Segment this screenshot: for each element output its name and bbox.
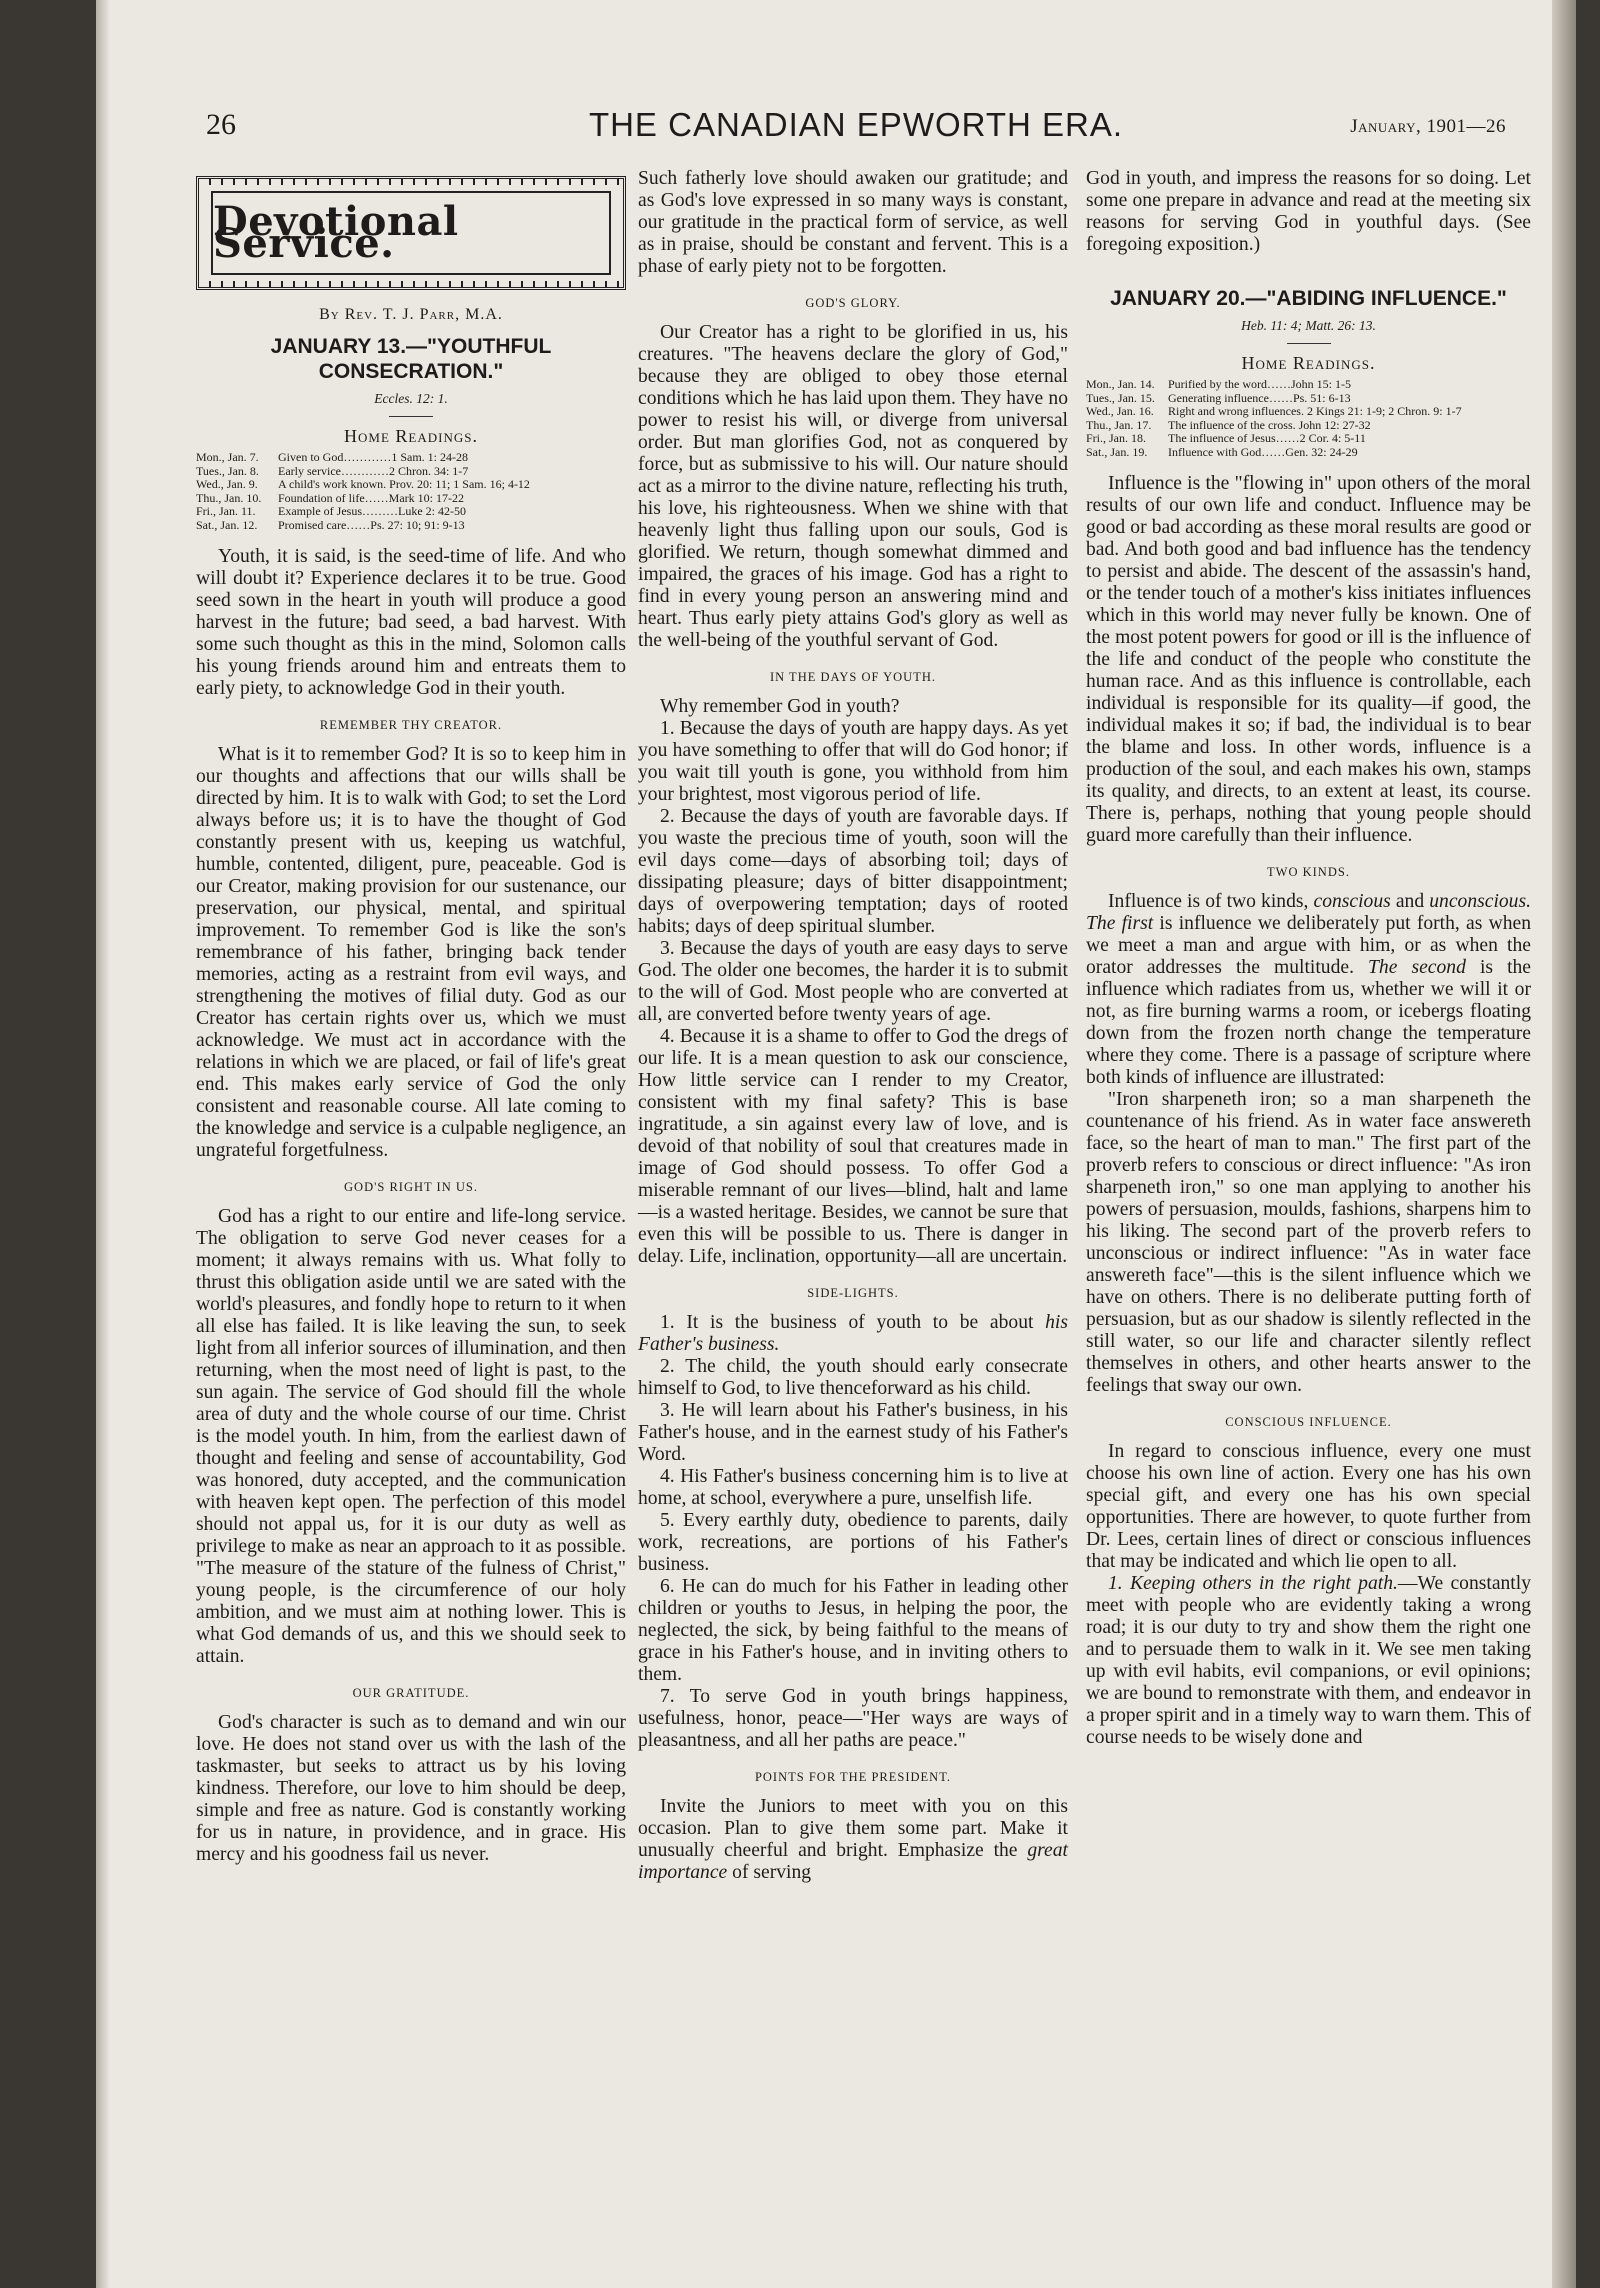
reading-day: Tues., Jan. 8. — [196, 463, 259, 478]
numbered-paragraph: 7. To serve God in youth brings happiness, usefulness, honor, peace—"Her ways are ways of pleasantness, and all her paths are peace." — [638, 1686, 1068, 1751]
numbered-paragraph: 4. His Father's business concerning him is to live at home, at school, everywhere a pure, unselfish life. — [638, 1466, 1068, 1509]
numbered-paragraph: 5. Every earthly duty, obedience to parents, daily work, recreations, are portions of his Father's business. — [638, 1510, 1068, 1575]
page-edge-shadow — [96, 0, 110, 2288]
paragraph: God in youth, and impress the reasons for so doing. Let some one prepare in advance and read at the meeting six reasons for serving God in youthful days. (See foregoing exposition.) — [1086, 168, 1531, 255]
paragraph: Our Creator has a right to be glorified in us, his creatures. "The heavens declare the glory of God," because they are obliged to obey those eternal conditions which he has laid upon them. They have no power to resist his will, or diverge from universal order. But man glorifies God, not as conquered by force, but as submissive to his will. Our nature should act as a mirror to the divine nature, reflecting his truth, his love, his righteousness. When we shine with that heavenly light thus falling upon our souls, God is glorified. We return, though somewhat dimmed and impaired, the graces of his image. God has a right to find in every young person an answering mind and heart. Thus early piety attains God's glory as well as the well-being of the youthful servant of God. — [638, 322, 1068, 651]
divider — [1287, 343, 1331, 344]
paragraph: In regard to conscious influence, every one must choose his own line of action. Every one has his own special gift, and every one has his own special opportunities. There are however, to quote further from Dr. Lees, certain lines of direct or conscious influences that may be indicated and which lie open to all. — [1086, 1441, 1531, 1572]
binding-shadow — [1552, 0, 1576, 2288]
column-2 — [638, 168, 1068, 1884]
subheading: SIDE-LIGHTS. — [807, 1286, 899, 1300]
paragraph: Youth, it is said, is the seed-time of life. And who will doubt it? Experience declares it to be true. Good seed sown in the heart in youth will produce a good harvest in the future; bad seed, a bad harvest. With some such thought as this in the mind, Solomon calls his young friends around him and entreats them to early piety, to acknowledge God in their youth. — [196, 546, 626, 699]
points-text: Invite the Juniors to meet with you on this occasion. Plan to give them some part. Make it unusually cheerful and bright. Emphasize the — [638, 1796, 1068, 1861]
reading-row — [1086, 419, 1531, 433]
scripture-ref: Heb. 11: 4; Matt. 26: 13. — [1241, 318, 1376, 333]
column-3 — [1086, 168, 1531, 1749]
home-readings-table — [196, 451, 626, 532]
banner-frame — [211, 191, 611, 275]
reading-text: Purified by the word……John 15: 1-5 — [1168, 377, 1351, 391]
text-run: —We constantly meet with people who are evidently taking a wrong road; it is our duty to try and show them the right one and to persuade them to walk in it. We see men taking up with evil habits, evil companions, or evil opinions; we are bound to remonstrate with them, and endeavor in a proper spirit and in a timely way to warn them. This of course needs to be wisely done and — [1086, 1573, 1531, 1748]
numbered-paragraph: 6. He can do much for his Father in leading other children or youths to Jesus, in helping the poor, the neglected, the sick, by being faithful to the means of grace in his Father's house, and in inviting others to them. — [638, 1576, 1068, 1685]
paragraph: Why remember God in youth? — [660, 696, 900, 717]
reading-row — [196, 492, 626, 506]
divider — [389, 416, 433, 417]
subheading: GOD'S GLORY. — [805, 296, 901, 310]
reading-text: Generating influence……Ps. 51: 6-13 — [1168, 390, 1351, 405]
home-readings-table — [1086, 378, 1531, 459]
reading-text: Right and wrong influences. 2 Kings 21: 1-9; 2 Chron. 9: 1-7 — [1168, 404, 1462, 418]
page — [96, 0, 1576, 2288]
reading-row — [196, 465, 626, 479]
page-number: 26 — [206, 108, 236, 141]
readings-title: Home Readings. — [1241, 353, 1376, 373]
readings-title: Home Readings. — [344, 426, 478, 446]
reading-row — [196, 505, 626, 519]
scripture-ref: Eccles. 12: 1. — [374, 391, 448, 406]
reading-text: The influence of the cross. John 12: 27-32 — [1168, 417, 1371, 432]
reading-row — [196, 451, 626, 465]
reading-text: The influence of Jesus……2 Cor. 4: 5-11 — [1168, 431, 1366, 445]
byline: By Rev. T. J. Parr, M.A. — [319, 306, 503, 323]
emphasis: 1. Keeping others in the right path. — [1108, 1573, 1398, 1594]
reading-day: Thu., Jan. 17. — [1086, 417, 1152, 432]
reading-day: Wed., Jan. 16. — [1086, 404, 1154, 418]
column-1 — [196, 168, 626, 1866]
text-run: Influence is of two kinds, — [1108, 891, 1314, 912]
reading-row — [1086, 432, 1531, 446]
reading-day: Mon., Jan. 14. — [1086, 377, 1155, 391]
reading-day: Fri., Jan. 18. — [1086, 431, 1146, 445]
reading-day: Tues., Jan. 15. — [1086, 390, 1155, 405]
reading-day: Thu., Jan. 10. — [196, 490, 262, 505]
emphasis: unconscious. — [1429, 891, 1532, 912]
side-emphasis: his Father's business. — [638, 1312, 1068, 1355]
paragraph: Such fatherly love should awaken our gratitude; and as God's love expressed in so many ways is constant, our gratitude in the practical form of service, as well as in praise, should be constant and fervent. This is a phase of early piety not to be forgotten. — [638, 168, 1068, 277]
reading-text: Influence with God……Gen. 32: 24-29 — [1168, 444, 1358, 459]
topic-title: JANUARY 13.—"YOUTHFUL CONSECRATION." — [270, 335, 552, 383]
reading-text: Given to God…………1 Sam. 1: 24-28 — [278, 450, 468, 464]
topic-title: JANUARY 20.—"ABIDING INFLUENCE." — [1110, 287, 1507, 310]
reading-text: A child's work known. Prov. 20: 11; 1 Sam. 16; 4-12 — [278, 477, 530, 491]
issue-date: January, 1901—26 — [1350, 116, 1506, 137]
numbered-paragraph: 4. Because it is a shame to offer to God the dregs of our life. It is a mean question to ask our conscience, How little service can I render to my Creator, consistent with my final safety? This is base ingratitude, a sin against every law of love, and is devoid of that nobility of soul that creatures made in image of God should possess. To offer God a miserable remnant of our lives—blind, halt and lame—is a wasted heritage. Besides, we cannot be sure that even this will be possible to us. There is danger in delay. Life, inclination, opportunity—all are uncertain. — [638, 1026, 1068, 1267]
reading-day: Wed., Jan. 9. — [196, 477, 258, 491]
paragraph: "Iron sharpeneth iron; so a man sharpeneth the countenance of his friend. As in water face answereth face, so the heart of man to man." The first part of the proverb refers to conscious or direct influence: "As iron sharpeneth iron," so one man applying to another his powers of persuasion, moulds, fashions, sharpens him to his liking. The second part of the proverb refers to unconscious or indirect influence: "As in water face answereth face"—this is the silent influence which we have on others. There is no deliberate putting forth of persuasion, but as our shadow is silently reflected in the still water, so our life and character silently reflect themselves in others, and other hearts answer to the feelings that sway our own. — [1086, 1089, 1531, 1396]
reading-row — [1086, 405, 1531, 419]
reading-row — [1086, 392, 1531, 406]
points-emphasis: great importance — [638, 1840, 1068, 1883]
numbered-paragraph: 3. He will learn about his Father's business, in his Father's house, and in the earnest study of his Father's Word. — [638, 1400, 1068, 1465]
text-run: and — [1390, 891, 1430, 912]
reading-text: Early service…………2 Chron. 34: 1-7 — [278, 463, 469, 478]
reading-row — [196, 519, 626, 533]
subheading: GOD'S RIGHT IN US. — [344, 1180, 478, 1194]
emphasis: The second — [1368, 957, 1466, 978]
subheading: POINTS FOR THE PRESIDENT. — [754, 1770, 952, 1784]
reading-row — [1086, 446, 1531, 460]
numbered-paragraph: 2. Because the days of youth are favorable days. If you waste the precious time of youth, soon will the evil days come—days of absorbing toil; days of dissipating pleasure; days of bitter disappointment; days of overpowering temptation; days of rooted habits; days of deep spiritual slumber. — [638, 806, 1068, 937]
subheading: OUR GRATITUDE. — [352, 1686, 470, 1700]
banner-title: Devotional Service. — [213, 198, 459, 267]
numbered-paragraph: 3. Because the days of youth are easy days to serve God. The older one becomes, the harder it is to submit to the will of God. Most people who are converted at all, are converted before twenty years of age. — [638, 938, 1068, 1025]
running-header — [206, 108, 1506, 148]
reading-text: Promised care……Ps. 27: 10; 91: 9-13 — [278, 517, 465, 532]
subheading: IN THE DAYS OF YOUTH. — [769, 670, 937, 684]
paragraph: God has a right to our entire and life-long service. The obligation to serve God never ceases for a moment; it always remains with us. What folly to thrust this obligation aside until we are sated with the world's pleasures, and fondly hope to return to it when all else has failed. It is like leaving the sun, to seek light from all inferior sources of illumination, and then returning, when the most need of light is past, to the sun again. The service of God should fill the whole area of duty and the whole course of our time. Christ is the model youth. In him, from the earliest dawn of thought and feeling and sense of accountability, God was honored, duty accepted, and the communication with heaven kept open. The perfection of this model should not appal us, for it is our duty as well as privilege to make as near an approach to it as possible. "The measure of the stature of the fulness of Christ," young people, is the circumference of our holy ambition, and we must aim at nothing lower. This is what God demands of us, and this we should seek to attain. — [196, 1206, 626, 1667]
journal-title: THE CANADIAN EPWORTH ERA. — [588, 106, 1124, 143]
reading-text: Example of Jesus………Luke 2: 42-50 — [278, 504, 466, 518]
subheading: REMEMBER THY CREATOR. — [319, 718, 503, 732]
subheading: TWO KINDS. — [1267, 865, 1350, 879]
reading-row — [1086, 378, 1531, 392]
reading-text: Foundation of life……Mark 10: 17-22 — [278, 490, 464, 505]
reading-day: Mon., Jan. 7. — [196, 450, 259, 464]
paragraph — [1086, 1573, 1531, 1749]
numbered-paragraph — [638, 1312, 1068, 1356]
paragraph: God's character is such as to demand and win our love. He does not stand over us with the lash of the taskmaster, but seeks to attract us by his loving kindness. Therefore, our love to him should be deep, simple and free as nature. God is constantly working for us in nature, in providence, and in grace. His mercy and his goodness fail us never. — [196, 1712, 626, 1865]
paragraph — [1086, 891, 1531, 1089]
section-banner — [196, 176, 626, 290]
emphasis: conscious — [1313, 891, 1391, 912]
paragraph: What is it to remember God? It is so to keep him in our thoughts and affections that our wills shall be directed by him. It is to walk with God; to set the Lord always before us; it is to have the thought of God constantly present with us, keeping us watchful, humble, contented, diligent, pure, peaceable. God is our Creator, making provision for our sustenance, our preservation, our physical, mental, and spiritual improvement. To remember God is like the son's remembrance of his father, bringing back tender memories, acting as a restraint from evil ways, and strengthening the motives of filial duty. God as our Creator has certain rights over us, which we must acknowledge. We must act in accordance with the relations in which we are placed, or fail of life's great end. This makes early service of God the only consistent and reasonable course. All late coming to the knowledge and service is a culpable negligence, an ungrateful forgetfulness. — [196, 744, 626, 1161]
numbered-paragraph: 1. Because the days of youth are happy days. As yet you have something to offer that will do God honor; if you wait till youth is gone, you withhold from him your brightest, most vigorous period of life. — [638, 718, 1068, 805]
numbered-paragraph: 2. The child, the youth should early consecrate himself to God, to live thenceforward as his child. — [638, 1356, 1068, 1399]
reading-day: Sat., Jan. 19. — [1086, 444, 1148, 459]
subheading: CONSCIOUS INFLUENCE. — [1225, 1415, 1392, 1429]
text-run: is the influence which radiates from us, whether we will it or not, as fire burning warms a room, or icebergs floating down from the frozen north change the temperature where they come. There is a passage of scripture where both kinds of influence are illustrated: — [1086, 957, 1532, 1088]
points-text-end: of serving — [727, 1862, 812, 1883]
side-text: 1. It is the business of youth to be about — [660, 1312, 1046, 1333]
reading-day: Sat., Jan. 12. — [196, 517, 258, 532]
paragraph — [638, 1796, 1068, 1884]
emphasis: The first — [1086, 913, 1154, 934]
text-run: is influence we deliberately put forth, as when we meet a man and argue with him, or as when the orator addresses the multitude. — [1086, 913, 1532, 978]
reading-day: Fri., Jan. 11. — [196, 504, 256, 518]
paragraph: Influence is the "flowing in" upon others of the moral results of our own life and conduct. Influence may be good or bad according as these moral results are good or bad. And both good and bad influence has the tendency to persist and abide. The descent of the assassin's hand, or the tender touch of a mother's kiss initiates influences which in this world may never fully be known. One of the most potent powers for good or ill is the influence of the life and conduct of the people who constitute the human race. And as this influence is controllable, each individual is responsible for its quality—if good, the individual makes it so; if bad, the individual is to bear the blame and loss. In other words, influence is a production of the soul, and each makes his own, stamps its quality, and directs, to an extent at least, its course. There is, perhaps, nothing that young people should guard more carefully than their influence. — [1086, 473, 1531, 846]
reading-row — [196, 478, 626, 492]
